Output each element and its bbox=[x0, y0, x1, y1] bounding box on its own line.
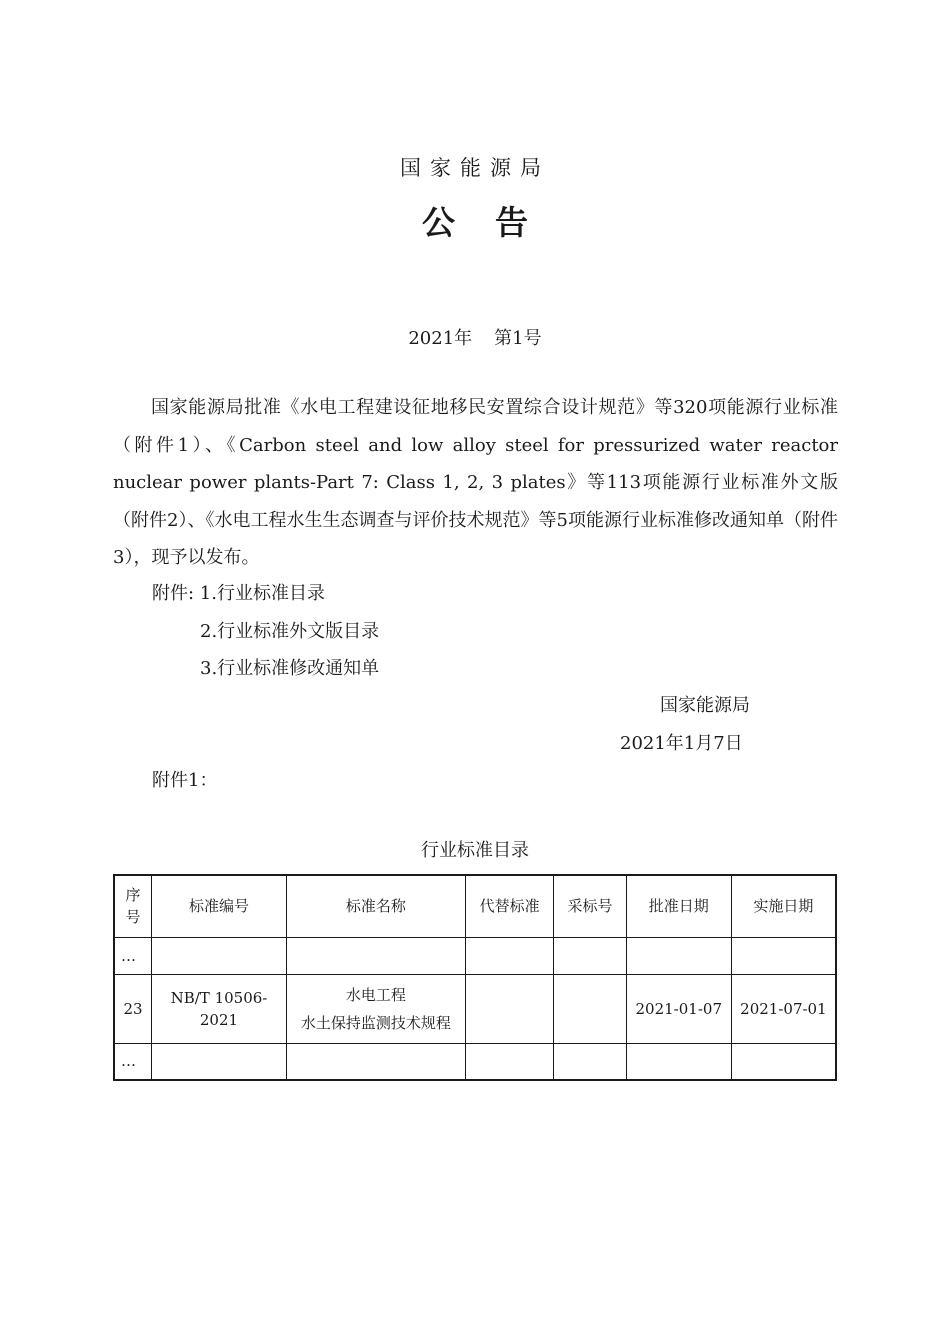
row-approved: 2021-01-07 bbox=[626, 974, 731, 1043]
attachment-item-2: 2.行业标准外文版目录 bbox=[200, 621, 380, 642]
document-number bbox=[0, 324, 950, 350]
row-code: NB/T 10506-2021 bbox=[152, 974, 287, 1043]
standards-table bbox=[113, 874, 837, 1081]
row-name-line-2: 水土保持监测技术规程 bbox=[300, 1013, 451, 1032]
row-name-line-1: 水电工程 bbox=[345, 985, 406, 1004]
annex-label: 附件1： bbox=[152, 770, 218, 791]
ellipsis-cell: … bbox=[114, 1043, 152, 1080]
table-header-row bbox=[114, 875, 836, 937]
row-index: 23 bbox=[114, 974, 152, 1043]
table-row bbox=[114, 937, 836, 974]
table-title: 行业标准目录 bbox=[421, 840, 529, 861]
table-row bbox=[114, 1043, 836, 1080]
column-header-index bbox=[114, 875, 152, 937]
attachment-item-1: 附件: 1.行业标准目录 bbox=[152, 583, 325, 604]
table-row bbox=[114, 974, 836, 1043]
document-title: 公告 bbox=[422, 203, 568, 242]
column-header-code: 标准编号 bbox=[152, 875, 287, 937]
column-header-name: 标准名称 bbox=[286, 875, 465, 937]
column-header-approved: 批准日期 bbox=[626, 875, 731, 937]
row-adopted bbox=[554, 974, 626, 1043]
announcement-body bbox=[113, 389, 838, 577]
ellipsis-cell: … bbox=[114, 937, 152, 974]
signature-organization: 国家能源局 bbox=[660, 695, 750, 716]
document-issue-number: 第1号 bbox=[494, 328, 542, 349]
signature-date: 2021年1月7日 bbox=[620, 733, 743, 754]
column-header-effective: 实施日期 bbox=[731, 875, 836, 937]
document-year: 2021年 bbox=[408, 328, 473, 349]
column-header-index-text: 序号 bbox=[125, 886, 141, 927]
row-replaces bbox=[465, 974, 553, 1043]
attachment-item-3: 3.行业标准修改通知单 bbox=[200, 658, 380, 679]
column-header-replaces: 代替标准 bbox=[465, 875, 553, 937]
column-header-adopted: 采标号 bbox=[554, 875, 626, 937]
announcement-paragraph: 国家能源局批准《水电工程建设征地移民安置综合设计规范》等320项能源行业标准（附件1）、《Carbon steel and low alloy steel for pressurized water reactor nuclear power plants-Part 7: Class 1, 2, 3 plates》等113项能源行业标准外文版（附件2）、《水电工程水生生态调查与评价技术规范》等5项能源行业标准修改通知单（附件3），现予以发布。 bbox=[113, 397, 838, 568]
row-name bbox=[286, 974, 465, 1043]
issuing-organization: 国家能源局 bbox=[400, 156, 550, 180]
row-effective: 2021-07-01 bbox=[731, 974, 836, 1043]
